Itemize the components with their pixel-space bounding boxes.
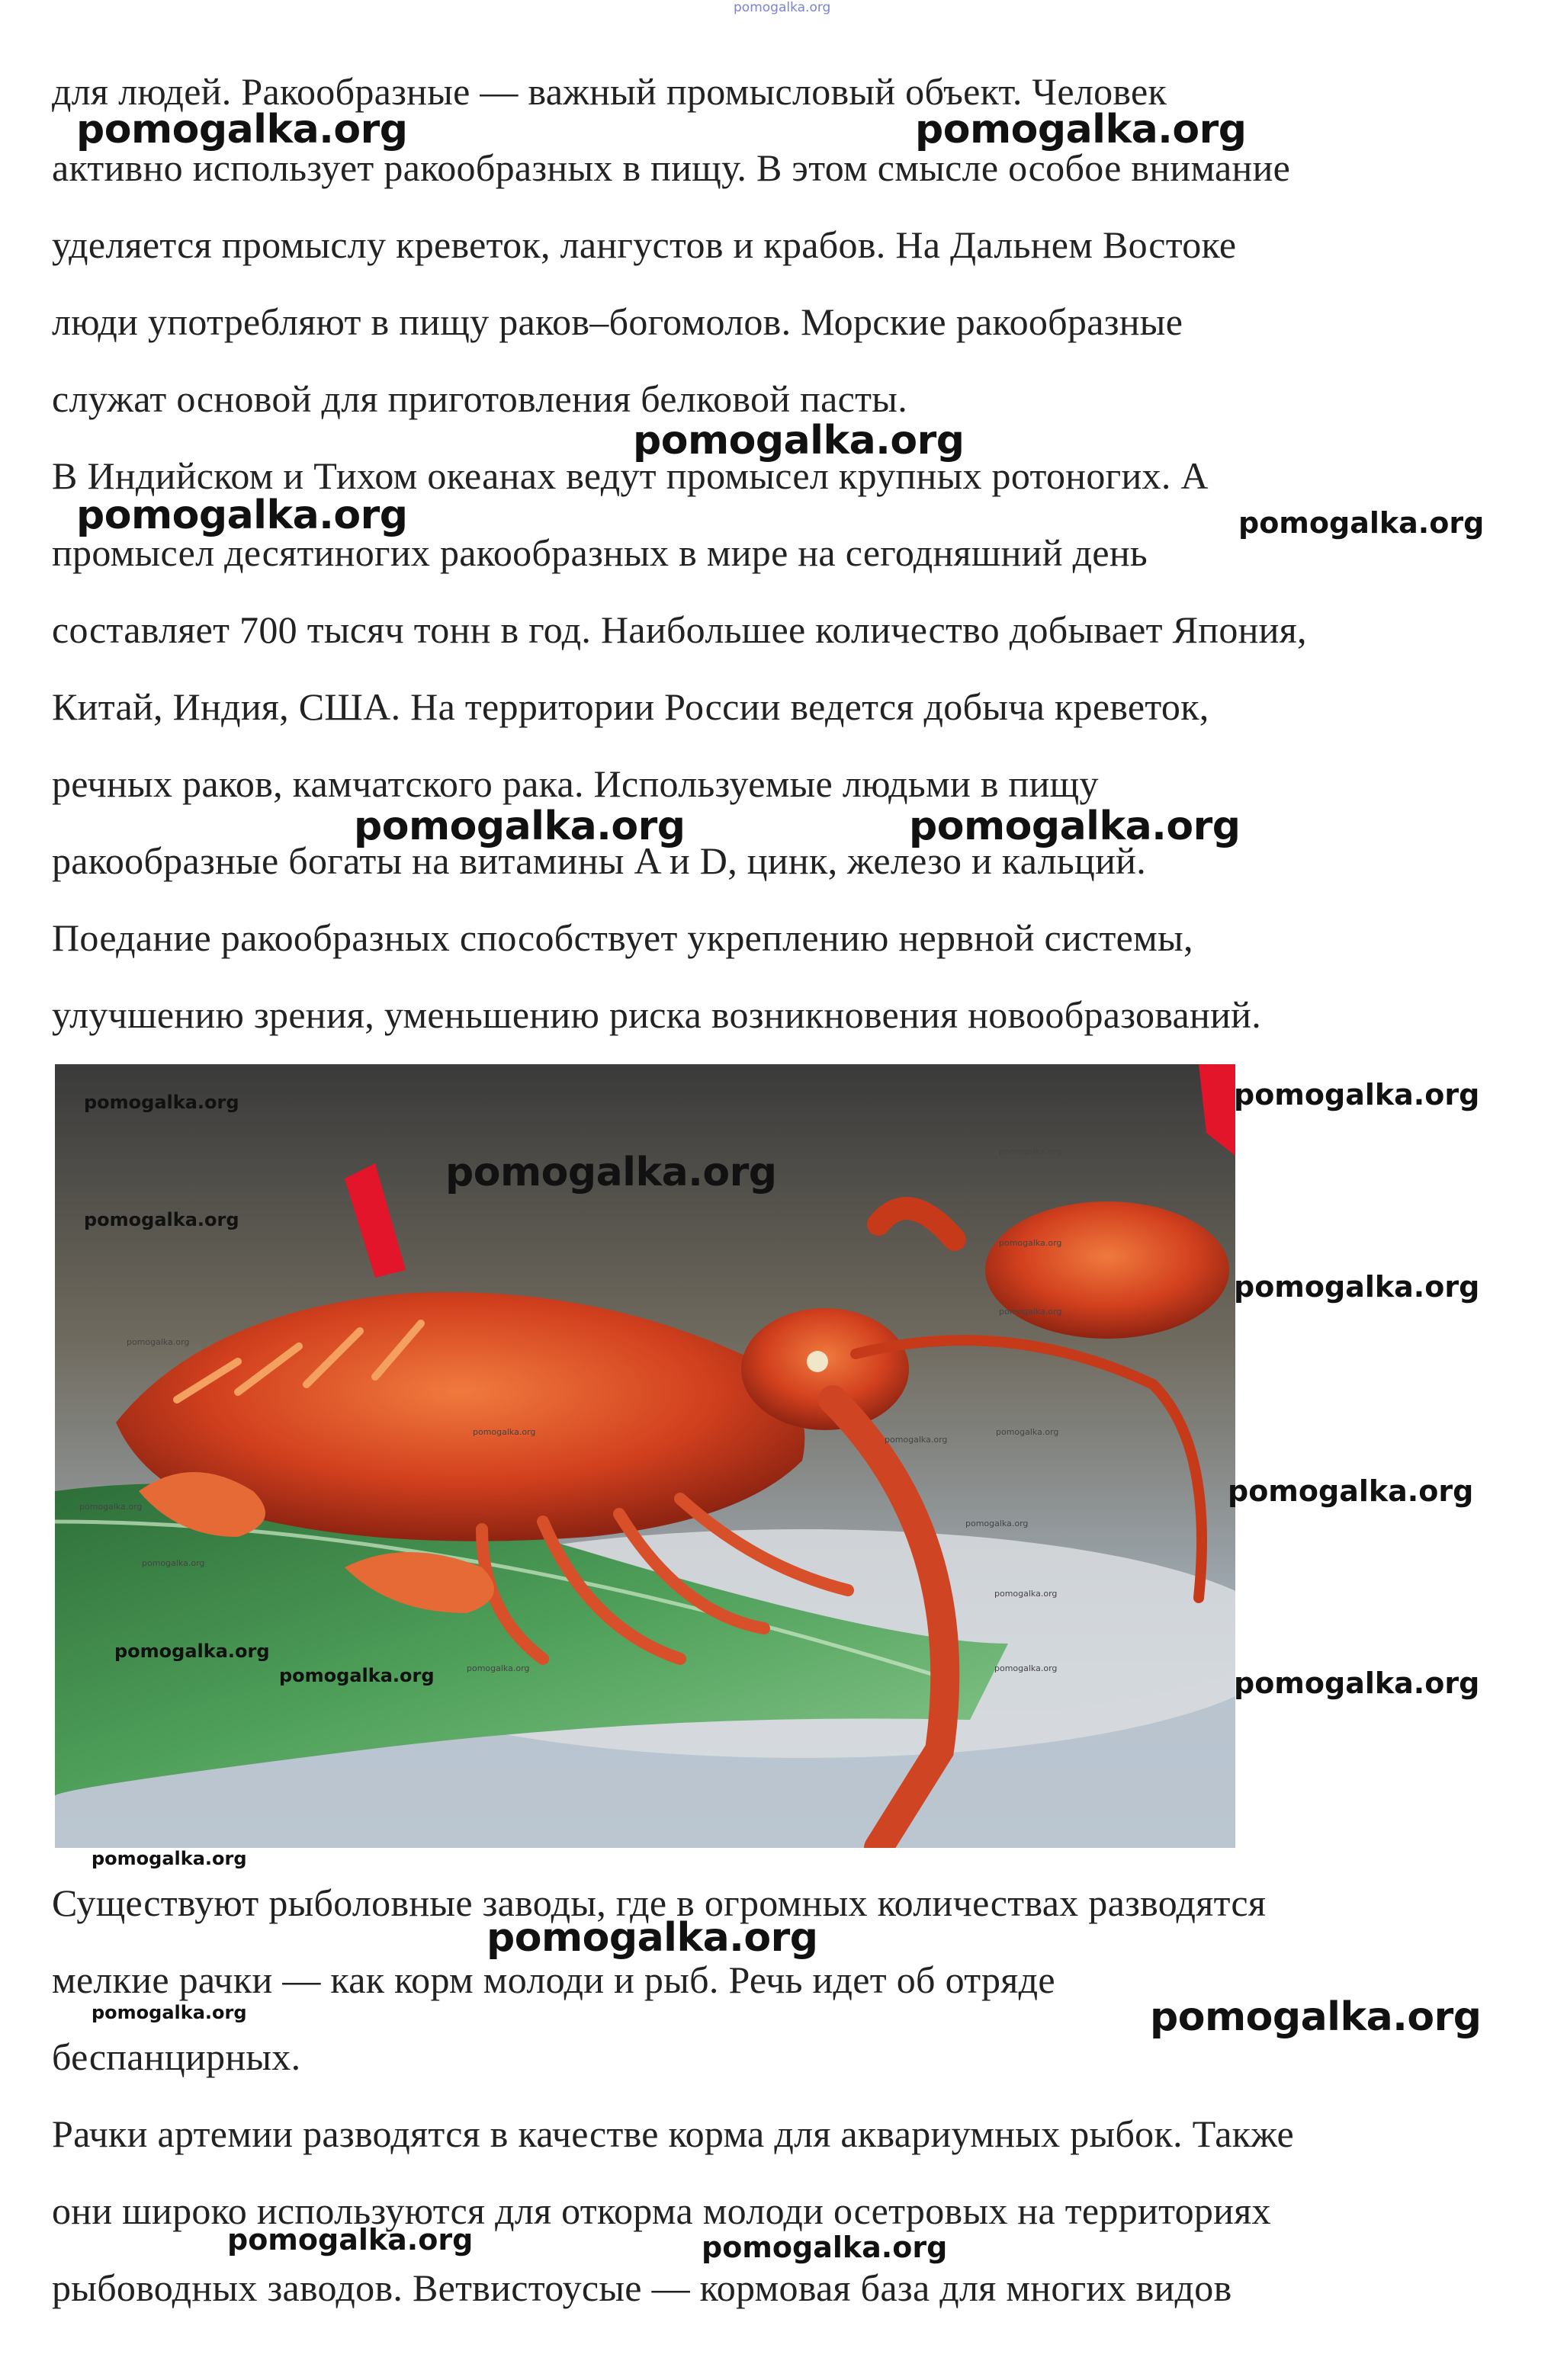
watermark: pomogalka.org xyxy=(79,1502,143,1512)
text-line: люди употребляют в пищу раков–богомолов. Морские ракообразные xyxy=(52,300,1183,343)
watermark: pomogalka.org xyxy=(1238,506,1485,540)
text-line: составляет 700 тысяч тонн в год. Наибольшее количество добывает Япония, xyxy=(52,608,1307,651)
watermark: pomogalka.org xyxy=(999,1147,1062,1156)
text-line: рыбоводных заводов. Ветвистоусые — кормовая база для многих видов xyxy=(52,2266,1232,2309)
text-line: служат основой для приготовления белковой пасты. xyxy=(52,377,907,420)
watermark: pomogalka.org xyxy=(1234,1666,1480,1700)
watermark: pomogalka.org xyxy=(996,1427,1059,1437)
text-line: ракообразные богаты на витамины A и D, цинк, железо и кальций. xyxy=(52,839,1147,882)
watermark: pomogalka.org xyxy=(279,1665,435,1686)
watermark: pomogalka.org xyxy=(76,107,408,152)
watermark: pomogalka.org xyxy=(965,1519,1029,1528)
watermark: pomogalka.org xyxy=(915,107,1247,152)
text-line: беспанцирных. xyxy=(52,2035,301,2078)
watermark: pomogalka.org xyxy=(885,1435,948,1445)
text-line: улучшению зрения, уменьшению риска возникновения новообразований. xyxy=(52,993,1262,1036)
text-line: промысел десятиногих ракообразных в мире на сегодняшний день xyxy=(52,531,1148,574)
text-line: для людей. Ракообразные — важный промысловый объект. Человек xyxy=(52,70,1167,113)
watermark: pomogalka.org xyxy=(92,1848,247,1869)
watermark: pomogalka.org xyxy=(999,1238,1062,1248)
watermark: pomogalka.org xyxy=(92,2002,247,2023)
text-line: мелкие рачки — как корм молоди и рыб. Речь идет об отряде xyxy=(52,1958,1055,2001)
watermark: pomogalka.org xyxy=(999,1307,1062,1317)
watermark: pomogalka.org xyxy=(1228,1474,1474,1508)
text-line: Рачки артемии разводятся в качестве корма для аквариумных рыбок. Также xyxy=(52,2112,1295,2155)
text-line: они широко используются для откорма молоди осетровых на территориях xyxy=(52,2189,1271,2232)
watermark: pomogalka.org xyxy=(445,1150,777,1195)
watermark: pomogalka.org xyxy=(909,803,1241,849)
lobster-eye xyxy=(807,1351,828,1372)
watermark: pomogalka.org xyxy=(142,1558,205,1568)
watermark: pomogalka.org xyxy=(354,803,686,849)
watermark: pomogalka.org xyxy=(467,1663,530,1673)
watermark: pomogalka.org xyxy=(127,1337,190,1347)
text-line: Китай, Индия, США. На территории России ведется добыча креветок, xyxy=(52,685,1209,728)
watermark: pomogalka.org xyxy=(114,1641,270,1662)
watermark: pomogalka.org xyxy=(473,1427,536,1437)
text-line: В Индийском и Тихом океанах ведут промысел крупных ротоногих. А xyxy=(52,454,1209,497)
crab-shell xyxy=(985,1201,1229,1339)
watermark: pomogalka.org xyxy=(994,1663,1058,1673)
watermark: pomogalka.org xyxy=(633,418,965,463)
text-line: активно использует ракообразных в пищу. В этом смысле особое внимание xyxy=(52,146,1291,189)
watermark: pomogalka.org xyxy=(84,1209,239,1230)
watermark: pomogalka.org xyxy=(702,2231,948,2264)
text-line: речных раков, камчатского рака. Используемые людьми в пищу xyxy=(52,762,1099,805)
site-mark[interactable]: pomogalka.org xyxy=(734,0,831,15)
text-line: Поедание ракообразных способствует укреплению нервной системы, xyxy=(52,916,1193,959)
text-line: Существуют рыболовные заводы, где в огромных количествах разводятся xyxy=(52,1881,1267,1924)
watermark: pomogalka.org xyxy=(227,2223,474,2257)
watermark: pomogalka.org xyxy=(994,1589,1058,1599)
watermark: pomogalka.org xyxy=(486,1915,818,1961)
watermark: pomogalka.org xyxy=(1234,1078,1480,1111)
watermark: pomogalka.org xyxy=(1150,1994,1482,2040)
watermark: pomogalka.org xyxy=(1234,1270,1480,1304)
text-line: уделяется промыслу креветок, лангустов и крабов. На Дальнем Востоке xyxy=(52,223,1237,266)
watermark: pomogalka.org xyxy=(84,1092,239,1113)
watermark: pomogalka.org xyxy=(76,492,408,538)
